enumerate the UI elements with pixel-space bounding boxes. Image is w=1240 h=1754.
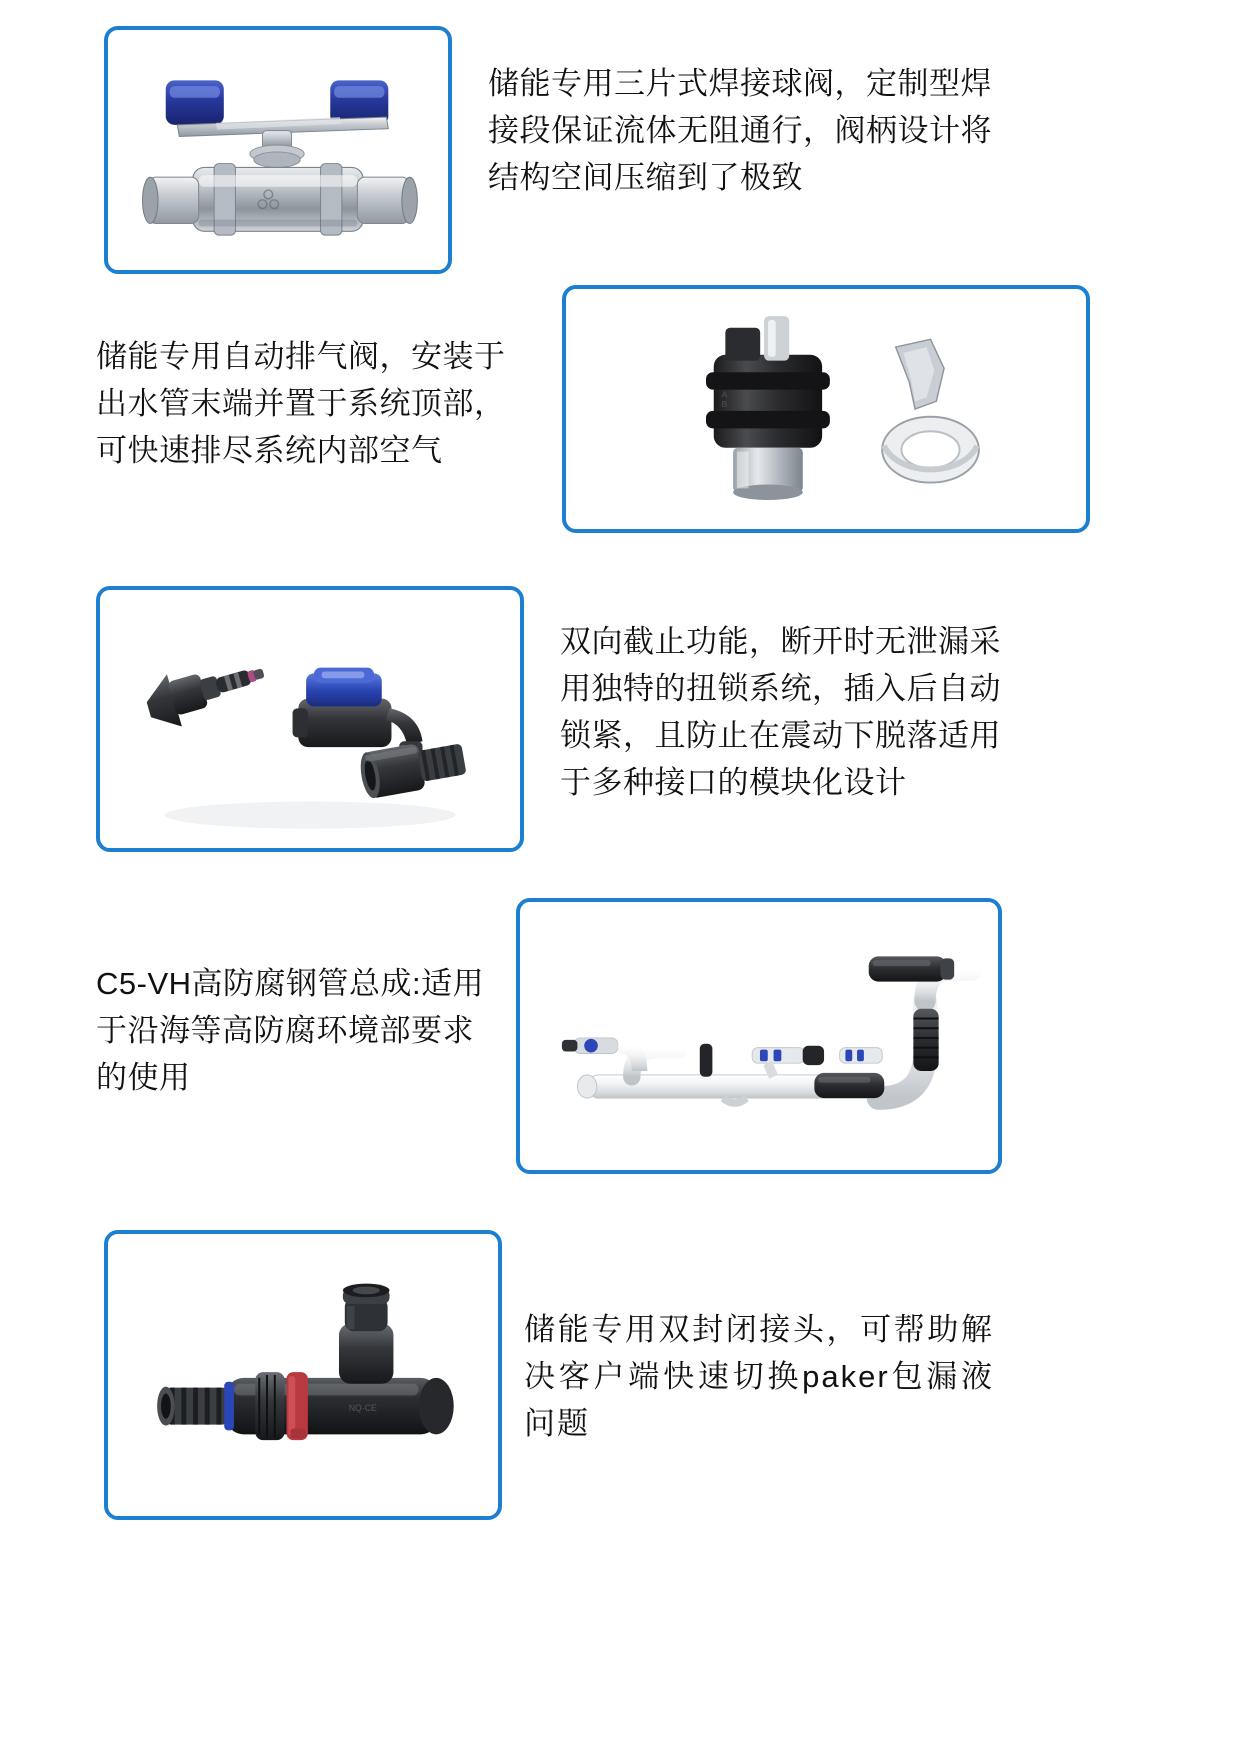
caption-block-double-sealed-connector [524,1230,994,1447]
steel-pipe-assembly-illustration [520,902,998,1170]
product-row-steel-pipe-assembly [96,898,1002,1174]
air-vent-valve-illustration [566,289,1086,529]
product-image-three-piece-welded-ball-valve [104,26,452,274]
caption-text-double-sealed-connector: 储能专用双封闭接头，可帮助解决客户端快速切换paker包漏液问题 [524,1312,994,1442]
product-image-c5-vh-steel-pipe-assembly [516,898,1002,1174]
caption-block-steel-pipe-assembly [96,898,496,1101]
caption-text-air-vent-valve: 储能专用自动排气阀，安装于出水管末端并置于系统顶部，可快速排尽系统内部空气 [96,339,506,469]
svg-text:A: A [721,389,728,400]
quick-coupling-illustration [100,590,520,848]
caption-block-quick-coupling [560,586,1030,806]
caption-block-ball-valve [488,26,1008,201]
product-image-automatic-air-vent-valve [562,285,1090,533]
product-image-double-sealed-connector [104,1230,502,1520]
product-row-ball-valve [104,26,1008,274]
double-sealed-connector-illustration [108,1234,498,1516]
caption-text-ball-valve: 储能专用三片式焊接球阀，定制型焊接段保证流体无阻通行，阀柄设计将结构空间压缩到了极致 [488,66,992,196]
caption-text-quick-coupling: 双向截止功能，断开时无泄漏采用独特的扭锁系统，插入后自动锁紧，且防止在震动下脱落适用于多种接口的模块化设计 [560,624,1001,801]
ball-valve-illustration [108,30,448,270]
svg-text:B: B [721,399,728,410]
product-image-quick-coupling [96,586,524,852]
svg-text:NQ·CE: NQ·CE [348,1402,377,1413]
caption-text-steel-pipe-assembly: C5-VH高防腐钢管总成:适用于沿海等高防腐环境部要求的使用 [96,966,485,1096]
product-row-quick-coupling [96,586,1030,852]
caption-block-air-vent-valve [96,285,536,474]
product-row-double-sealed-connector [104,1230,994,1520]
product-row-air-vent-valve [96,285,1090,533]
